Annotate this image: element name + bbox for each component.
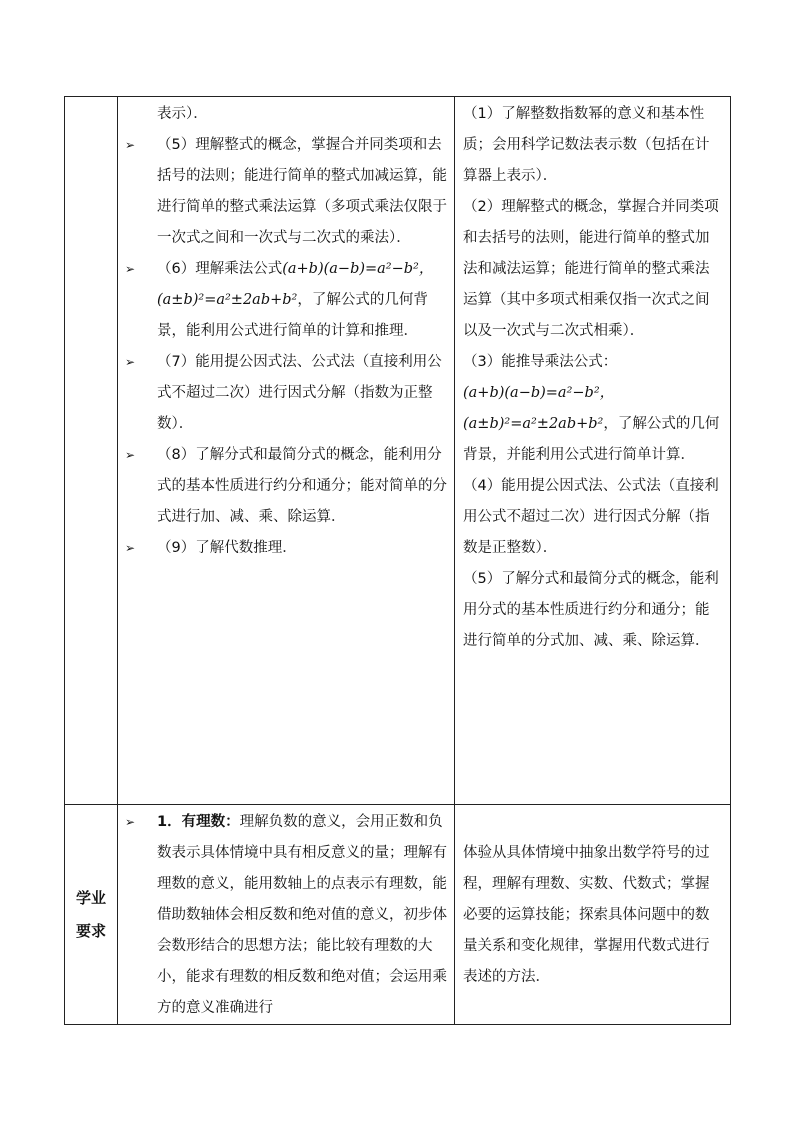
paragraph: （5）了解分式和最简分式的概念，能利用分式的基本性质进行约分和通分；能进行简单的分式加、减、乘、除运算． <box>463 571 719 649</box>
list-item <box>124 130 448 254</box>
item-text: 理解负数的意义，会用正数和负数表示具体情境中具有相反意义的量；理解有理数的意义，能用数轴上的点表示有理数，能借助数轴体会相反数和绝对值的意义，初步体会数形结合的思想方法；能比较有理数的大小，能求有理数的相反数和绝对值；会运用乘方的意义准确进行 <box>157 814 447 1016</box>
content-cell <box>118 805 455 1025</box>
bullet-arrow-icon: ➢ <box>125 541 136 555</box>
item-text: （6）理解乘法公式 <box>157 261 283 277</box>
row-label-line: 学业 <box>75 888 106 907</box>
item-text: （8）了解分式和最简分式的概念，能利用分式的基本性质进行约分和通分；能对简单的分式进行加、减、乘、除运算． <box>157 447 447 525</box>
paragraph: （3）能推导乘法公式： <box>463 354 618 370</box>
paragraph: （2）理解整式的概念，掌握合并同类项和去括号的法则，能进行简单的整式加法和减法运算；能进行简单的整式乘法运算（其中多项式相乘仅指一次式之间以及一次式与二次式相乘）． <box>463 199 719 339</box>
formula: (a+b)(a−b)=a²−b²， <box>282 261 434 277</box>
item-text: （5）理解整式的概念，掌握合并同类项和去括号的法则；能进行简单的整式加减运算，能进行简单的整式乘法运算（多项式乘法仅限于一次式之间和一次式与二次式的乘法）． <box>157 137 447 246</box>
item-text: （9）了解代数推理． <box>157 540 297 556</box>
formula: (a±b)²=a²±2ab+b² <box>463 416 604 432</box>
list-item <box>124 533 448 564</box>
bullet-arrow-icon: ➢ <box>125 355 136 369</box>
table-row <box>65 805 731 1025</box>
bullet-arrow-icon: ➢ <box>125 138 136 152</box>
paragraph: （4）能用提公因式法、公式法（直接利用公式不超过二次）进行因式分解（指数是正整数）． <box>463 478 719 556</box>
list-item <box>124 440 448 533</box>
continuation-text: 表示）． <box>157 106 208 122</box>
paragraph: （1）了解整数指数幂的意义和基本性质；会用科学记数法表示数（包括在计算器上表示）． <box>463 106 710 184</box>
list-item <box>124 254 448 347</box>
formula: (a+b)(a−b)=a²−b²， <box>463 385 615 401</box>
content-cell <box>455 805 731 1025</box>
bullet-arrow-icon: ➢ <box>125 815 136 829</box>
paragraph <box>463 409 722 471</box>
formula: (a±b)²=a²±2ab+b² <box>157 292 298 308</box>
label-cell <box>65 805 118 1025</box>
list-item <box>124 807 448 1024</box>
bullet-arrow-icon: ➢ <box>125 448 136 462</box>
label-cell-empty <box>65 97 118 805</box>
item-title: 有理数： <box>181 814 240 830</box>
list-item <box>124 347 448 440</box>
paragraph-text: ，了解公式的几何背景，并能利用公式进行简单计算． <box>463 416 720 463</box>
row-label <box>65 805 117 1024</box>
item-text: （7）能用提公因式法、公式法（直接利用公式不超过二次）进行因式分解（指数为正整数）． <box>157 354 442 432</box>
content-cell <box>455 97 731 805</box>
item-text: ，了解公式的几何背景，能利用公式进行简单的计算和推理． <box>157 292 428 339</box>
curriculum-table <box>64 96 731 1025</box>
content-cell <box>118 97 455 805</box>
bullet-arrow-icon: ➢ <box>125 262 136 276</box>
row-label-line: 要求 <box>75 921 106 940</box>
paragraph: 体验从具体情境中抽象出数学符号的过程，理解有理数、实数、代数式；掌握必要的运算技能；探索具体问题中的数量关系和变化规律，掌握用代数式进行表述的方法． <box>463 845 710 985</box>
formula-line <box>463 378 722 409</box>
table-row <box>65 97 731 805</box>
item-number: 1． <box>157 814 182 830</box>
